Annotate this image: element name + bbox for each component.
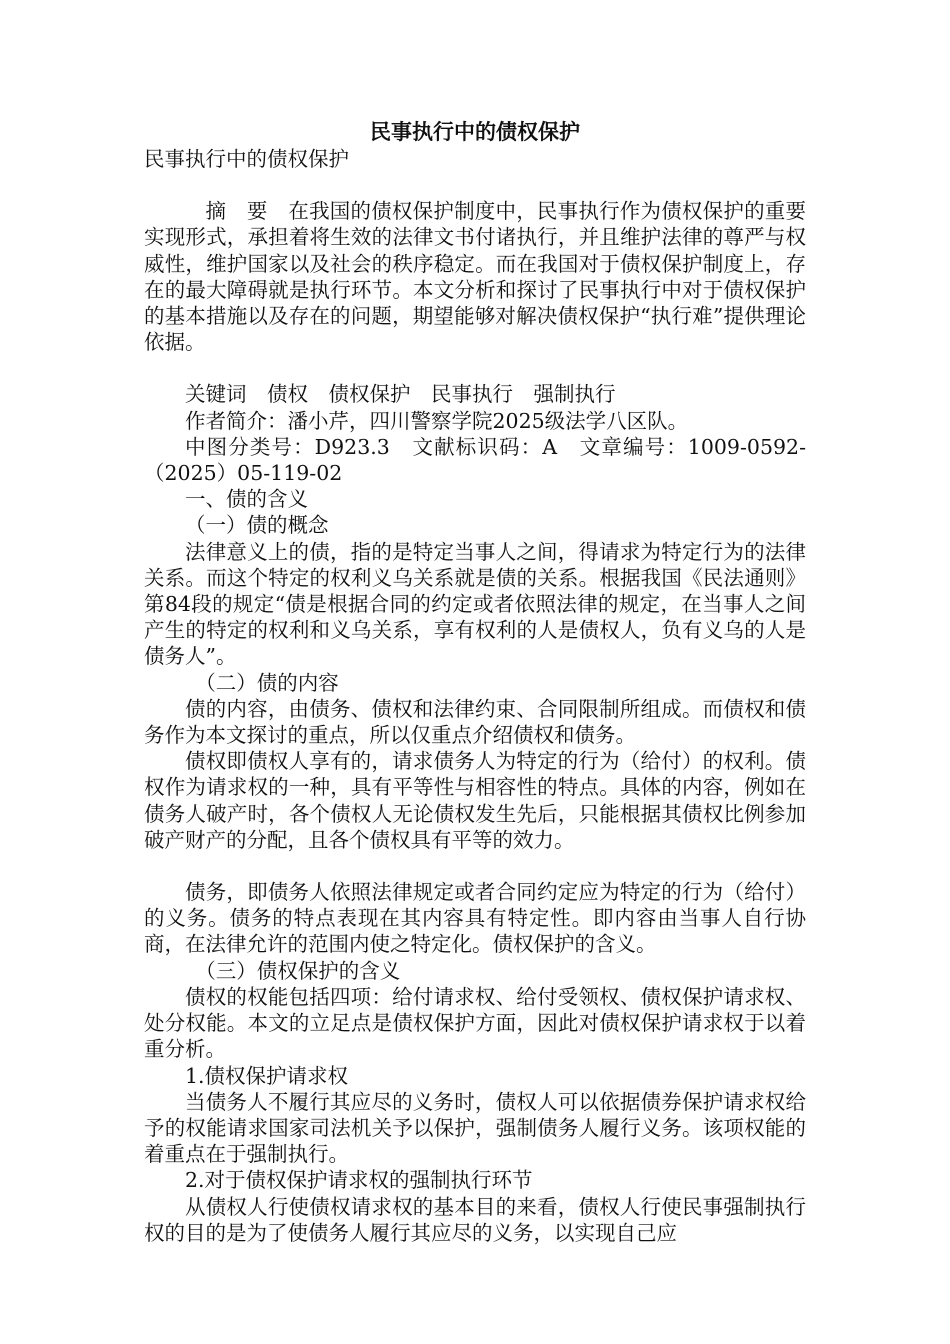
- subsection-heading-1-3: （三）债权保护的含义: [195, 958, 401, 983]
- item-heading-1: 1.债权保护请求权: [185, 1063, 349, 1088]
- paragraph-protection-claim: 当债务人不履行其应尽的义务时，债权人可以依据债券保护请求权给予的权能请求国家司法机关予以保护，强制债务人履行义务。该项权能的着重点在于强制执行。: [144, 1089, 806, 1167]
- item-heading-2: 2.对于债权保护请求权的强制执行环节: [185, 1168, 533, 1193]
- document-subtitle: 民事执行中的债权保护: [144, 147, 349, 171]
- paragraph-creditor-right: 债权即债权人享有的，请求债务人为特定的行为（给付）的权利。债权作为请求权的一种，具有平等性与相容性的特点。具体的内容，例如在债务人破产时，各个债权人无论债权发生先后，只能根据其债权比例参加破产财产的分配，且各个债权具有平等的效力。: [144, 749, 806, 852]
- subsection-heading-1-1: （一）债的概念: [185, 513, 329, 538]
- subsection-heading-1-2: （二）债的内容: [195, 670, 339, 695]
- paragraph-right-powers: 债权的权能包括四项：给付请求权、给付受领权、债权保护请求权、处分权能。本文的立足点是债权保护方面，因此对债权保护请求权于以着重分析。: [144, 984, 806, 1062]
- paragraph-debt-content: 债的内容，由债务、债权和法律约束、合同限制所组成。而债权和债务作为本文探讨的重点，所以仅重点介绍债权和债务。: [144, 696, 806, 748]
- paragraph-debt-concept: 法律意义上的债，指的是特定当事人之间，得请求为特定行为的法律关系。而这个特定的权利义乌关系就是债的关系。根据我国《民法通则》第84段的规定“债是根据合同的约定或者依照法律的规定，在当事人之间产生的特定的权利和义乌关系，享有权利的人是债权人，负有义乌的人是债务人”。: [144, 539, 806, 669]
- paragraph-enforcement: 从债权人行使债权请求权的基本目的来看，债权人行使民事强制执行权的目的是为了使债务人履行其应尽的义务，以实现自己应: [144, 1194, 806, 1245]
- section-heading-1: 一、债的含义: [185, 487, 308, 512]
- abstract-paragraph: 摘 要 在我国的债权保护制度中，民事执行作为债权保护的重要实现形式，承担着将生效的法律文书付诸执行，并且维护法律的尊严与权威性，维护国家以及社会的秩序稳定。而在我国对于债权保护制度上，存在的最大障碍就是执行环节。本文分析和探讨了民事执行中对于债权保护的基本措施以及存在的问题，期望能够对解决债权保护“执行难”提供理论依据。: [144, 199, 806, 355]
- document-title: 民事执行中的债权保护: [370, 120, 580, 144]
- keywords-line: 关键词 债权 债权保护 民事执行 强制执行: [185, 382, 616, 407]
- classification-line: 中图分类号：D923.3 文献标识码：A 文章编号：1009-0592-（2025）05-119-02: [144, 434, 806, 486]
- author-line: 作者简介：潘小芹，四川警察学院2025级法学八区队。: [185, 408, 689, 433]
- document-page: [144, 118, 806, 1246]
- paragraph-debt-obligation: 债务，即债务人依照法律规定或者合同约定应为特定的行为（给付）的义务。债务的特点表现在其内容具有特定性。即内容由当事人自行协商，在法律允许的范围内使之特定化。债权保护的含义。: [144, 880, 806, 957]
- blank-line: [144, 355, 806, 381]
- blank-line: [144, 853, 806, 879]
- blank-line: [144, 172, 806, 198]
